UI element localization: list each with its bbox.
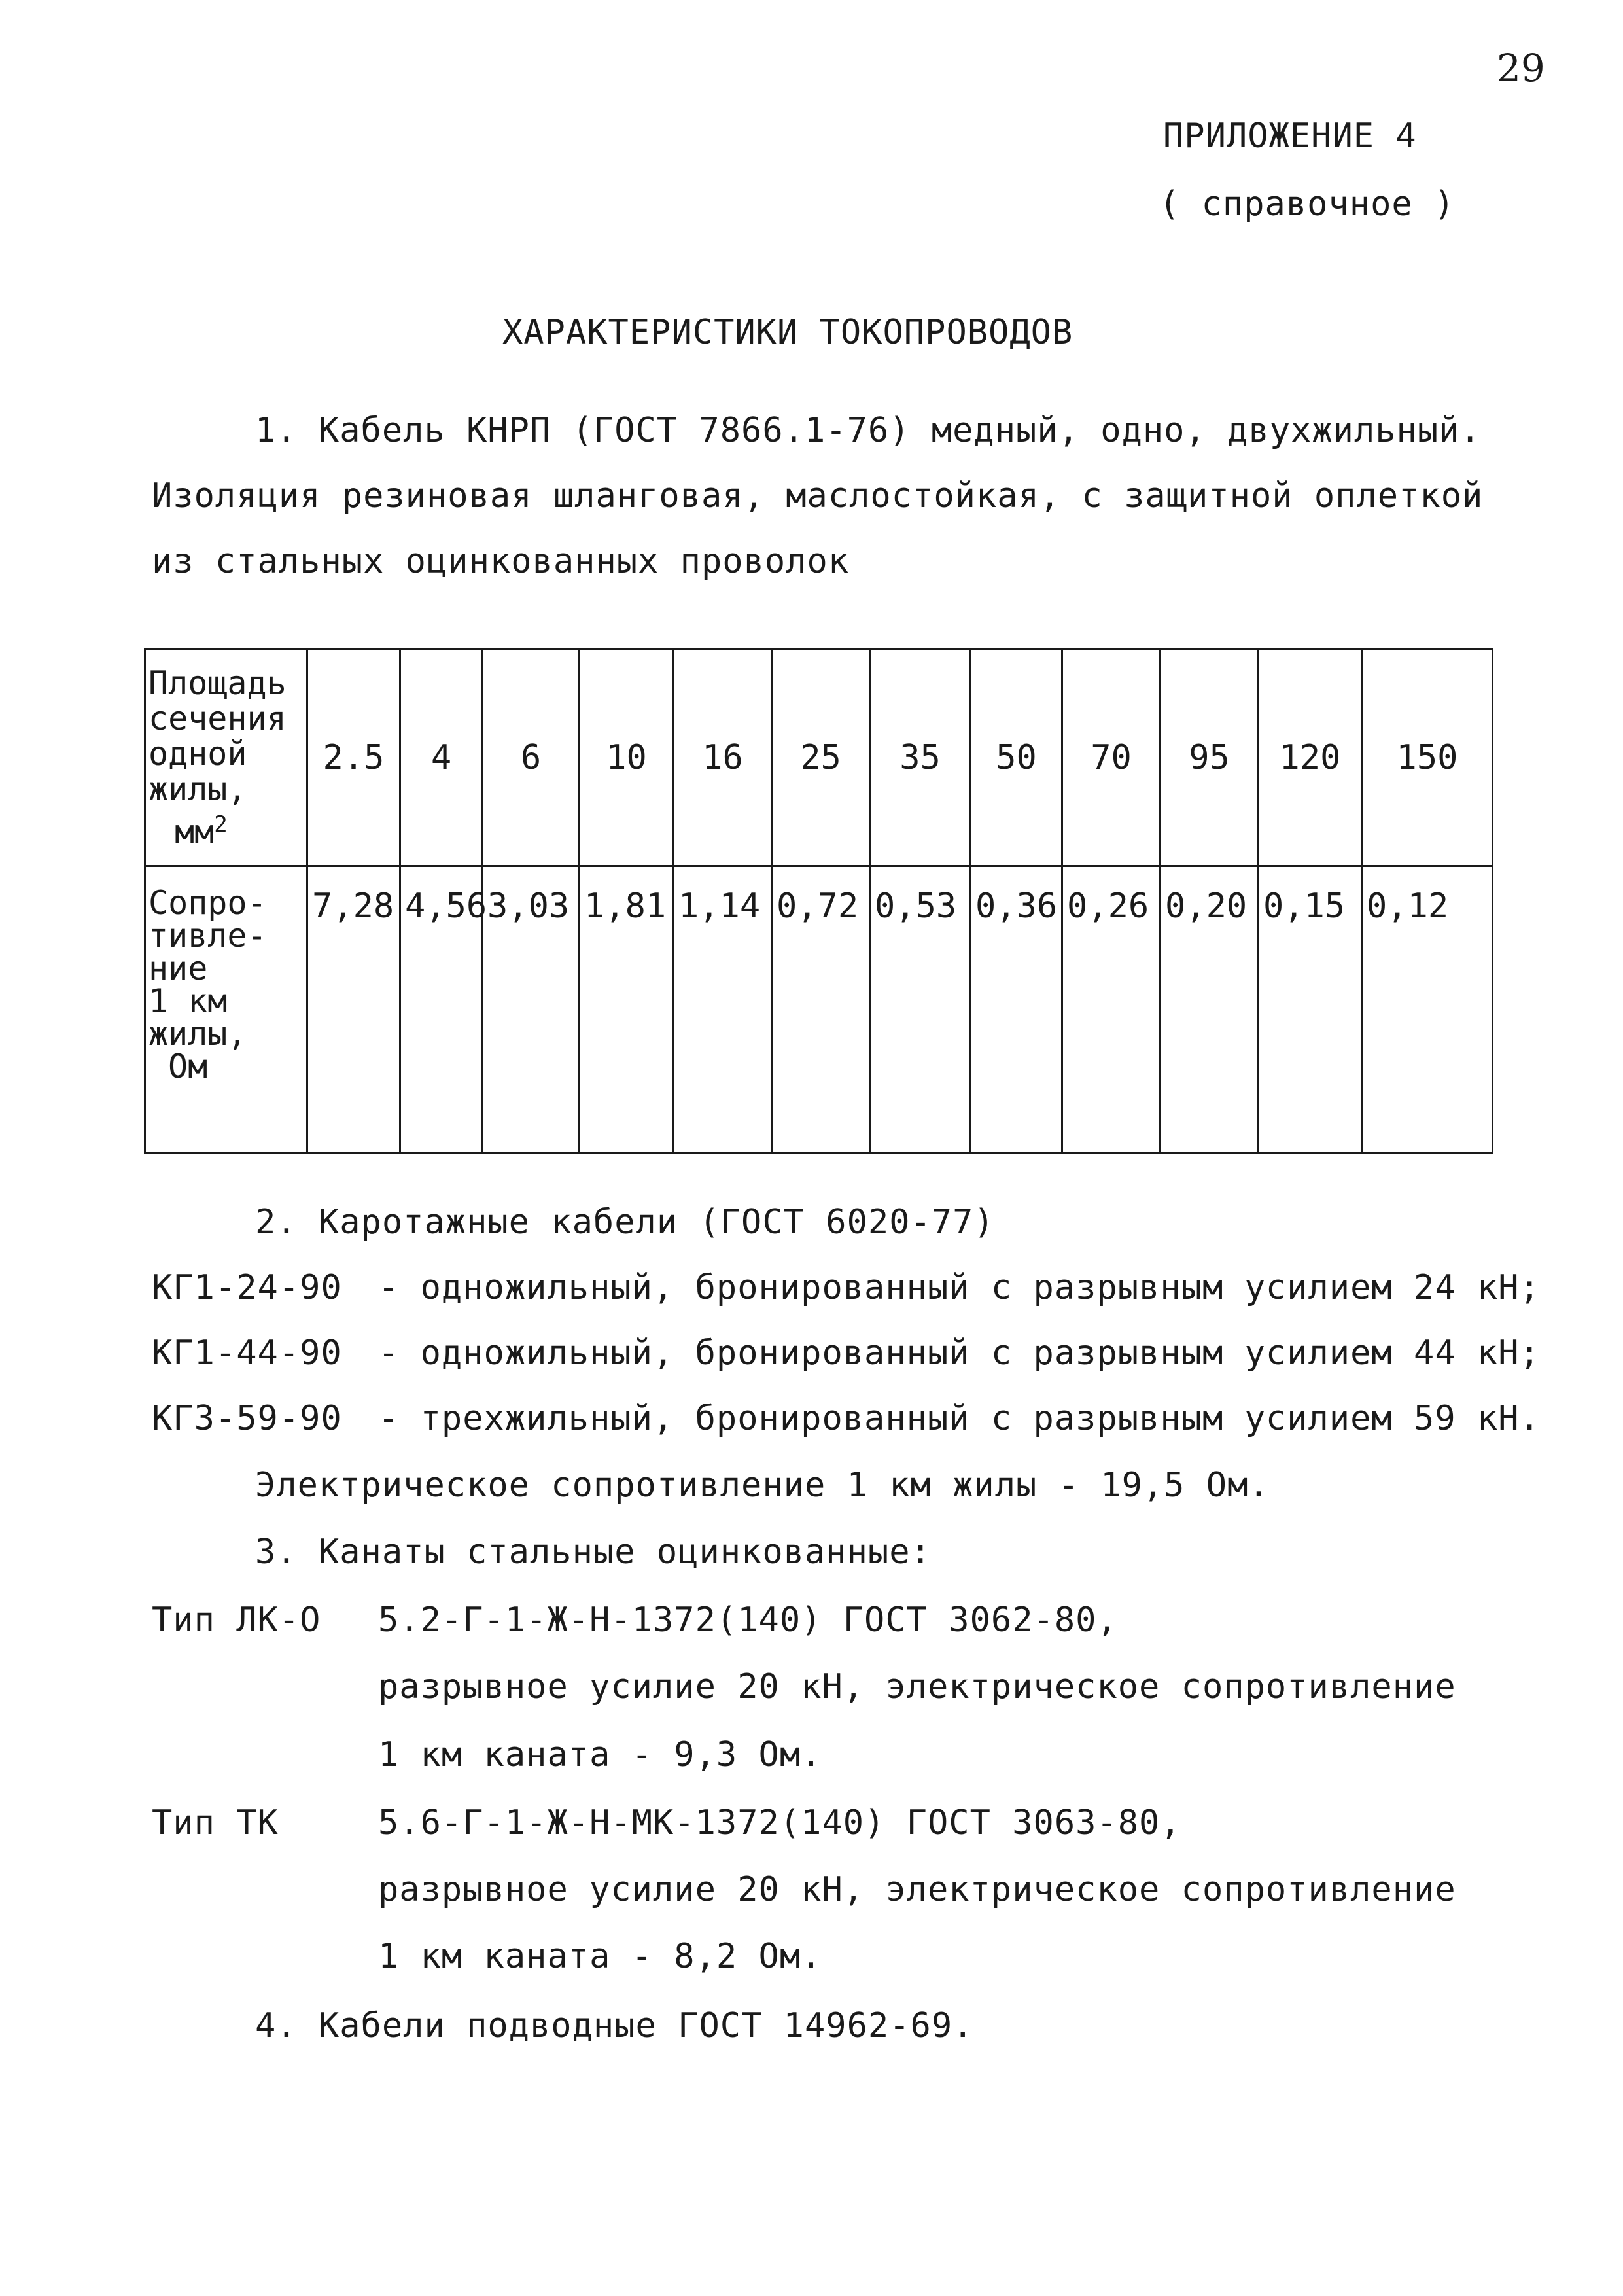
table-cell: 120 — [1259, 649, 1362, 866]
table-cell: 0,53 — [870, 866, 971, 1153]
table-cell: 0,20 — [1161, 866, 1259, 1153]
cable-description: - одножильный, бронированный с разрывным усилием 44 кН; — [378, 1333, 1541, 1373]
table-row-section — [145, 649, 1493, 866]
cable-name: КГ1-44-90 — [152, 1333, 342, 1373]
cable-description: - одножильный, бронированный с разрывным усилием 24 кН; — [378, 1268, 1541, 1307]
section2-title: 2. Каротажные кабели (ГОСТ 6020-77) — [255, 1203, 995, 1242]
row-header-section: Площадь сечения одной жилы, $мм^2$ — [145, 649, 307, 866]
rope-spec-line: 5.2-Г-1-Ж-Н-1372(140) ГОСТ 3062-80, — [378, 1600, 1118, 1640]
table-cell: 70 — [1062, 649, 1161, 866]
rope-spec-line: 1 км каната - 9,3 Ом. — [378, 1735, 822, 1775]
rope-type-label: Тип ТК — [152, 1803, 279, 1843]
table-cell: 0,36 — [971, 866, 1062, 1153]
rope-type-label: Тип ЛК-О — [152, 1600, 321, 1640]
table-cell: 4 — [400, 649, 483, 866]
row-header-resistance: Сопро- тивле- ние 1 км жилы, Ом — [145, 866, 307, 1153]
rope-spec-line: разрывное усилие 20 кН, электрическое сопротивление — [378, 1667, 1456, 1706]
table-cell: 0,72 — [772, 866, 870, 1153]
section2-note: Электрическое сопротивление 1 км жилы - 19,5 Ом. — [255, 1466, 1270, 1505]
table-cell: 6 — [483, 649, 580, 866]
section1-line-2: Изоляция резиновая шланговая, маслостойкая, с защитной оплеткой — [152, 476, 1484, 516]
section1-line-1: 1. Кабель КНРП (ГОСТ 7866.1-76) медный, одно, двухжильный. — [255, 411, 1481, 450]
rope-spec-line: 1 км каната - 8,2 Ом. — [378, 1937, 822, 1976]
table-cell: 0,15 — [1259, 866, 1362, 1153]
table-cell: 25 — [772, 649, 870, 866]
table-cell: 1,14 — [674, 866, 772, 1153]
appendix-subtitle: ( справочное ) — [1159, 185, 1456, 224]
table-cell: 7,28 — [307, 866, 400, 1153]
table-cell: 3,03 — [483, 866, 580, 1153]
table-cell: 50 — [971, 649, 1062, 866]
table-cell: 0,12 — [1362, 866, 1493, 1153]
table-cell: 35 — [870, 649, 971, 866]
conductor-table — [144, 648, 1493, 1154]
cable-name: КГ3-59-90 — [152, 1399, 342, 1438]
cable-name: КГ1-24-90 — [152, 1268, 342, 1307]
table-cell: 2.5 — [307, 649, 400, 866]
rope-spec-line: разрывное усилие 20 кН, электрическое сопротивление — [378, 1870, 1456, 1909]
cable-description: - трехжильный, бронированный с разрывным усилием 59 кН. — [378, 1399, 1541, 1438]
table-cell: 4,56 — [400, 866, 483, 1153]
table-row-resistance — [145, 866, 1493, 1153]
page-number: 29 — [1497, 46, 1545, 90]
section4-text: 4. Кабели подводные ГОСТ 14962-69. — [255, 2006, 974, 2045]
section3-title: 3. Канаты стальные оцинкованные: — [255, 1532, 932, 1572]
document-heading: ХАРАКТЕРИСТИКИ ТОКОПРОВОДОВ — [502, 313, 1073, 352]
table-cell: 1,81 — [580, 866, 674, 1153]
table-cell: 16 — [674, 649, 772, 866]
table-cell: 150 — [1362, 649, 1493, 866]
table-cell: 95 — [1161, 649, 1259, 866]
appendix-title: ПРИЛОЖЕНИЕ 4 — [1163, 116, 1417, 156]
rope-spec-line: 5.6-Г-1-Ж-Н-МК-1372(140) ГОСТ 3063-80, — [378, 1803, 1181, 1843]
section1-line-3: из стальных оцинкованных проволок — [152, 542, 850, 581]
table-cell: 0,26 — [1062, 866, 1161, 1153]
table-cell: 10 — [580, 649, 674, 866]
